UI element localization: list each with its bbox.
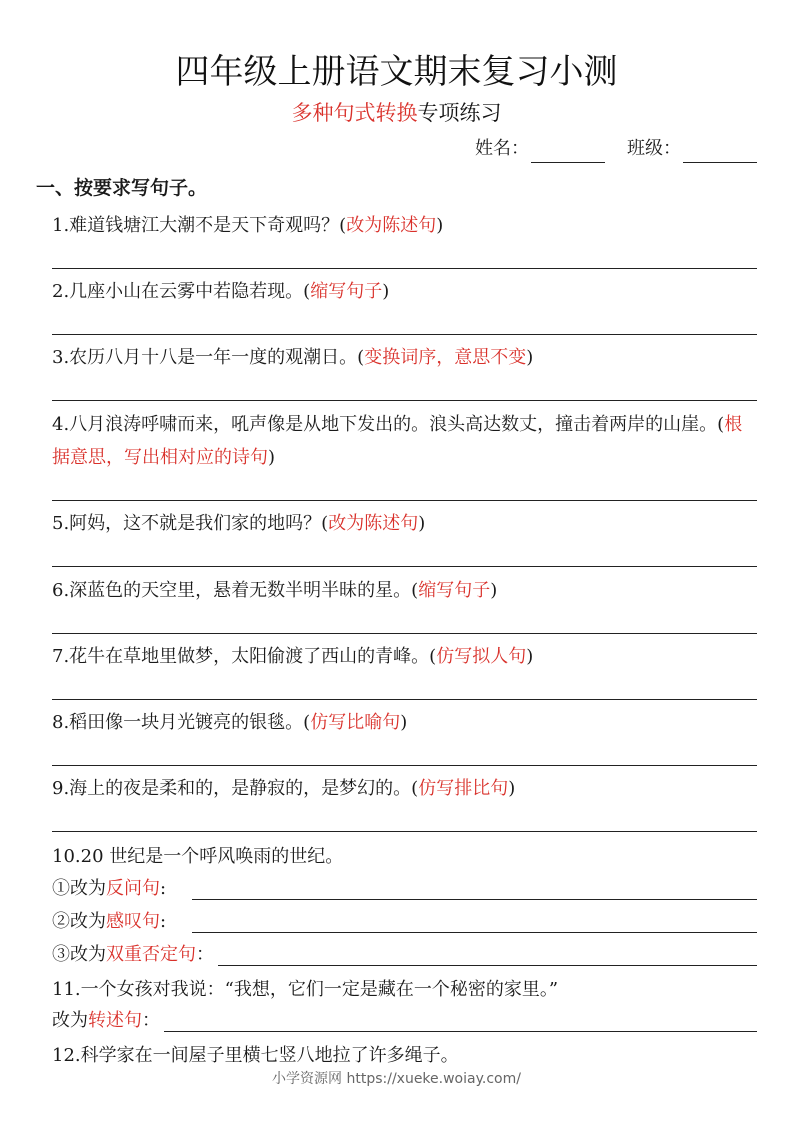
sub-prefix: ①改为 bbox=[52, 878, 106, 899]
question-hint: 仿写拟人句 bbox=[436, 646, 527, 667]
name-label: 姓名： bbox=[475, 138, 529, 159]
q11-sub bbox=[52, 1005, 757, 1037]
sub-prefix: 改为 bbox=[52, 1010, 88, 1031]
question-hint: 变换词序，意思不变 bbox=[364, 347, 527, 368]
class-label: 班级： bbox=[627, 138, 681, 159]
question-close: ) bbox=[268, 447, 276, 468]
question-text: 7.花牛在草地里做梦，太阳偷渡了西山的青峰。( bbox=[52, 646, 437, 667]
q10-sub-2 bbox=[52, 906, 757, 938]
question-text: 4.八月浪涛呼啸而来，吼声像是从地下发出的。浪头高达数丈，撞击着两岸的山崖。( bbox=[52, 414, 725, 435]
sub-suffix: ： bbox=[196, 944, 214, 965]
question-3 bbox=[52, 341, 757, 374]
sub-hint: 反问句 bbox=[106, 878, 160, 899]
sub-suffix: : bbox=[160, 878, 167, 899]
question-text: 6.深蓝色的天空里，悬着无数半明半昧的星。( bbox=[52, 580, 419, 601]
sub-suffix: ： bbox=[142, 1010, 160, 1031]
subtitle-rest: 专项练习 bbox=[417, 101, 502, 125]
question-close: ) bbox=[400, 712, 408, 733]
subtitle-highlight: 多种句式转换 bbox=[291, 101, 418, 125]
question-close: ) bbox=[490, 580, 498, 601]
question-hint: 改为陈述句 bbox=[328, 513, 419, 534]
q10-sub-3 bbox=[52, 939, 757, 971]
answer-line-1[interactable] bbox=[52, 268, 757, 269]
question-4 bbox=[52, 408, 757, 474]
answer-blank-11[interactable] bbox=[164, 1013, 757, 1032]
answer-blank-10-2[interactable] bbox=[192, 914, 757, 933]
question-9 bbox=[52, 772, 757, 805]
sub-hint: 双重否定句 bbox=[106, 944, 196, 965]
question-text: 2.几座小山在云雾中若隐若现。( bbox=[52, 281, 311, 302]
question-hint: 改为陈述句 bbox=[346, 215, 437, 236]
answer-line-6[interactable] bbox=[52, 633, 757, 634]
question-hint: 缩写句子 bbox=[418, 580, 491, 601]
question-close: ) bbox=[382, 281, 390, 302]
question-text: 8.稻田像一块月光镀亮的银毯。( bbox=[52, 712, 311, 733]
answer-line-7[interactable] bbox=[52, 699, 757, 700]
question-11: 11.一个女孩对我说：“我想，它们一定是藏在一个秘密的家里。” bbox=[52, 979, 559, 1000]
sub-hint: 转述句 bbox=[88, 1010, 142, 1031]
question-7 bbox=[52, 640, 757, 673]
question-hint: 仿写比喻句 bbox=[310, 712, 401, 733]
answer-line-9[interactable] bbox=[52, 831, 757, 832]
question-close: ) bbox=[526, 347, 534, 368]
q10-sub-1 bbox=[52, 873, 757, 905]
answer-blank-10-1[interactable] bbox=[192, 881, 757, 900]
student-info-row bbox=[475, 135, 757, 163]
question-text: 1.难道钱塘江大潮不是天下奇观吗？( bbox=[52, 215, 347, 236]
question-text: 5.阿妈，这不就是我们家的地吗？( bbox=[52, 513, 329, 534]
page-title: 四年级上册语文期末复习小测 bbox=[175, 52, 618, 92]
question-hint: 仿写排比句 bbox=[418, 778, 509, 799]
question-close: ) bbox=[508, 778, 516, 799]
question-8 bbox=[52, 706, 757, 739]
question-12: 12.科学家在一间屋子里横七竖八地拉了许多绳子。 bbox=[52, 1045, 459, 1066]
sub-prefix: ③改为 bbox=[52, 944, 106, 965]
question-1 bbox=[52, 209, 757, 242]
sub-prefix: ②改为 bbox=[52, 911, 106, 932]
answer-line-2[interactable] bbox=[52, 334, 757, 335]
sub-hint: 感叹句 bbox=[106, 911, 160, 932]
answer-line-5[interactable] bbox=[52, 566, 757, 567]
question-text: 3.农历八月十八是一年一度的观潮日。( bbox=[52, 347, 365, 368]
question-close: ) bbox=[526, 646, 534, 667]
question-hint: 根据意思，写出相对应的诗句 bbox=[52, 414, 743, 468]
question-close: ) bbox=[436, 215, 444, 236]
section-heading: 一、按要求写句子。 bbox=[36, 177, 208, 199]
question-2 bbox=[52, 275, 757, 308]
page-subtitle bbox=[0, 98, 793, 128]
question-5 bbox=[52, 507, 757, 540]
name-blank[interactable] bbox=[531, 142, 605, 163]
question-close: ) bbox=[418, 513, 426, 534]
footer-watermark: 小学资源网 https://xueke.woiay.com/ bbox=[272, 1071, 521, 1087]
answer-line-8[interactable] bbox=[52, 765, 757, 766]
answer-line-4[interactable] bbox=[52, 500, 757, 501]
answer-blank-10-3[interactable] bbox=[218, 947, 757, 966]
question-10: 10.20 世纪是一个呼风唤雨的世纪。 bbox=[52, 846, 344, 867]
class-blank[interactable] bbox=[683, 142, 757, 163]
sub-suffix: : bbox=[160, 911, 167, 932]
question-hint: 缩写句子 bbox=[310, 281, 383, 302]
question-6 bbox=[52, 574, 757, 607]
answer-line-3[interactable] bbox=[52, 400, 757, 401]
question-text: 9.海上的夜是柔和的，是静寂的，是梦幻的。( bbox=[52, 778, 419, 799]
